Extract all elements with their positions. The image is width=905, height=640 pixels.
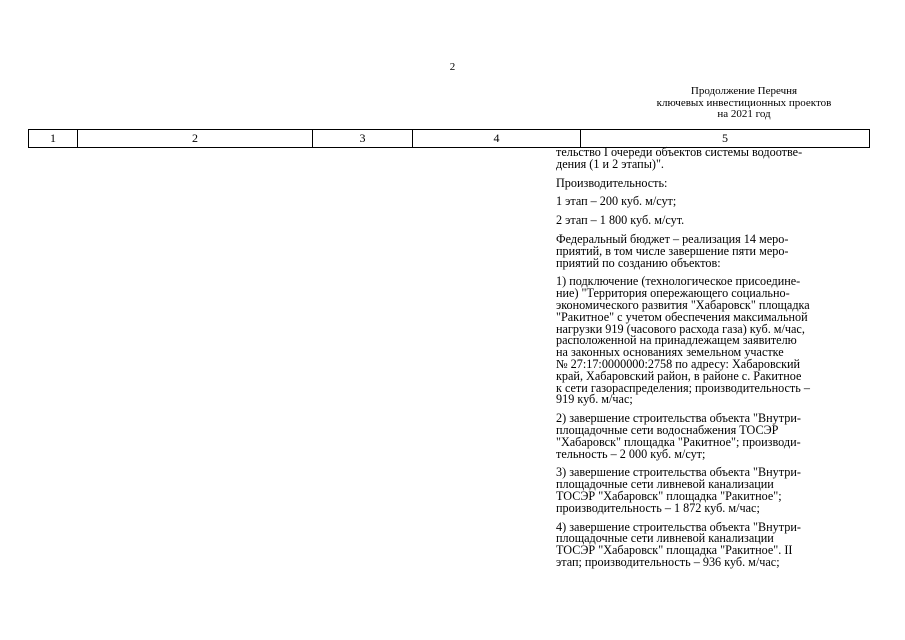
column-5-line: 3) завершение строительства объекта "Внутри- (556, 465, 801, 480)
column-5-line: Производительность: (556, 175, 668, 190)
column-5-line: тельство I очереди объектов системы водоотве- (556, 145, 803, 159)
column-number-cell: 1 (29, 130, 78, 148)
column-5-line: на законных основаниях земельном участке (556, 345, 784, 360)
column-5-line: производительность – 1 872 куб. м/час; (556, 500, 760, 515)
column-number-cell: 3 (313, 130, 413, 148)
column-5-line: 2) завершение строительства объекта "Внутри- (556, 411, 801, 426)
column-5-line: ТОСЭР "Хабаровск" площадка "Ракитное"; (556, 488, 782, 503)
column-5-line: приятий по созданию объектов: (556, 255, 721, 270)
column-5-paragraph (556, 276, 866, 406)
column-5-line: "Хабаровск" площадка "Ракитное"; производи- (556, 434, 801, 449)
continuation-title (633, 86, 855, 121)
column-5-paragraph (556, 413, 866, 460)
column-number-cell: 2 (78, 130, 313, 148)
column-5-line: 2 этап – 1 800 куб. м/сут. (556, 213, 685, 228)
continuation-title-line: на 2021 год (717, 108, 771, 120)
column-5-line: 1) подключение (технологическое присоедине- (556, 274, 801, 289)
column-5-paragraph (556, 519, 866, 569)
column-5-paragraph (556, 467, 866, 514)
column-5-line: площадочные сети ливневой канализации (556, 477, 774, 492)
column-5-line: дения (1 и 2 этапы)". (556, 156, 664, 171)
column-5-line: "Ракитное" с учетом обеспечения максимальной (556, 309, 808, 324)
page-number: 2 (449, 61, 456, 73)
column-5-paragraph (556, 231, 866, 270)
column-5-line: Федеральный бюджет – реализация 14 меро- (556, 231, 789, 246)
continuation-title-line: ключевых инвестиционных проектов (656, 96, 832, 109)
column-5-line: край, Хабаровский район, в районе с. Ракитное (556, 368, 802, 383)
column-5-line: 919 куб. м/час; (556, 392, 633, 407)
column-5-line: экономического развития "Хабаровск" площадка (556, 297, 810, 312)
column-5-content (556, 147, 866, 576)
column-5-line: 4) завершение строительства объекта "Внутри- (556, 519, 801, 534)
column-5-paragraph (556, 175, 866, 190)
continuation-title-line: Продолжение Перечня (690, 85, 798, 97)
column-number-cell: 5 (581, 130, 870, 148)
column-5-paragraph (556, 196, 866, 208)
column-5-paragraph (556, 215, 866, 227)
column-5-line: тельность – 2 000 куб. м/сут; (556, 446, 706, 461)
column-5-line: ТОСЭР "Хабаровск" площадка "Ракитное". II (556, 543, 793, 558)
column-5-line: ние) "Территория опережающего социально- (556, 286, 790, 301)
column-5-paragraph (556, 147, 866, 171)
column-number-cell: 4 (413, 130, 581, 148)
column-5-line: 1 этап – 200 куб. м/сут; (556, 194, 677, 209)
column-5-line: площадочные сети водоснабжения ТОСЭР (556, 422, 779, 437)
column-5-line: расположенной на принадлежащем заявителю (556, 333, 797, 348)
column-5-line: этап; производительность – 936 куб. м/час; (556, 554, 780, 569)
column-5-line: нагрузки 919 (часового расхода газа) куб. м/час, (556, 321, 805, 336)
column-5-line: площадочные сети ливневой канализации (556, 531, 774, 546)
column-5-line: № 27:17:0000000:2758 по адресу: Хабаровский (556, 356, 801, 371)
column-5-line: к сети газораспределения; производительность – (556, 380, 810, 395)
column-5-line: приятий, в том числе завершение пяти меро- (556, 243, 789, 258)
